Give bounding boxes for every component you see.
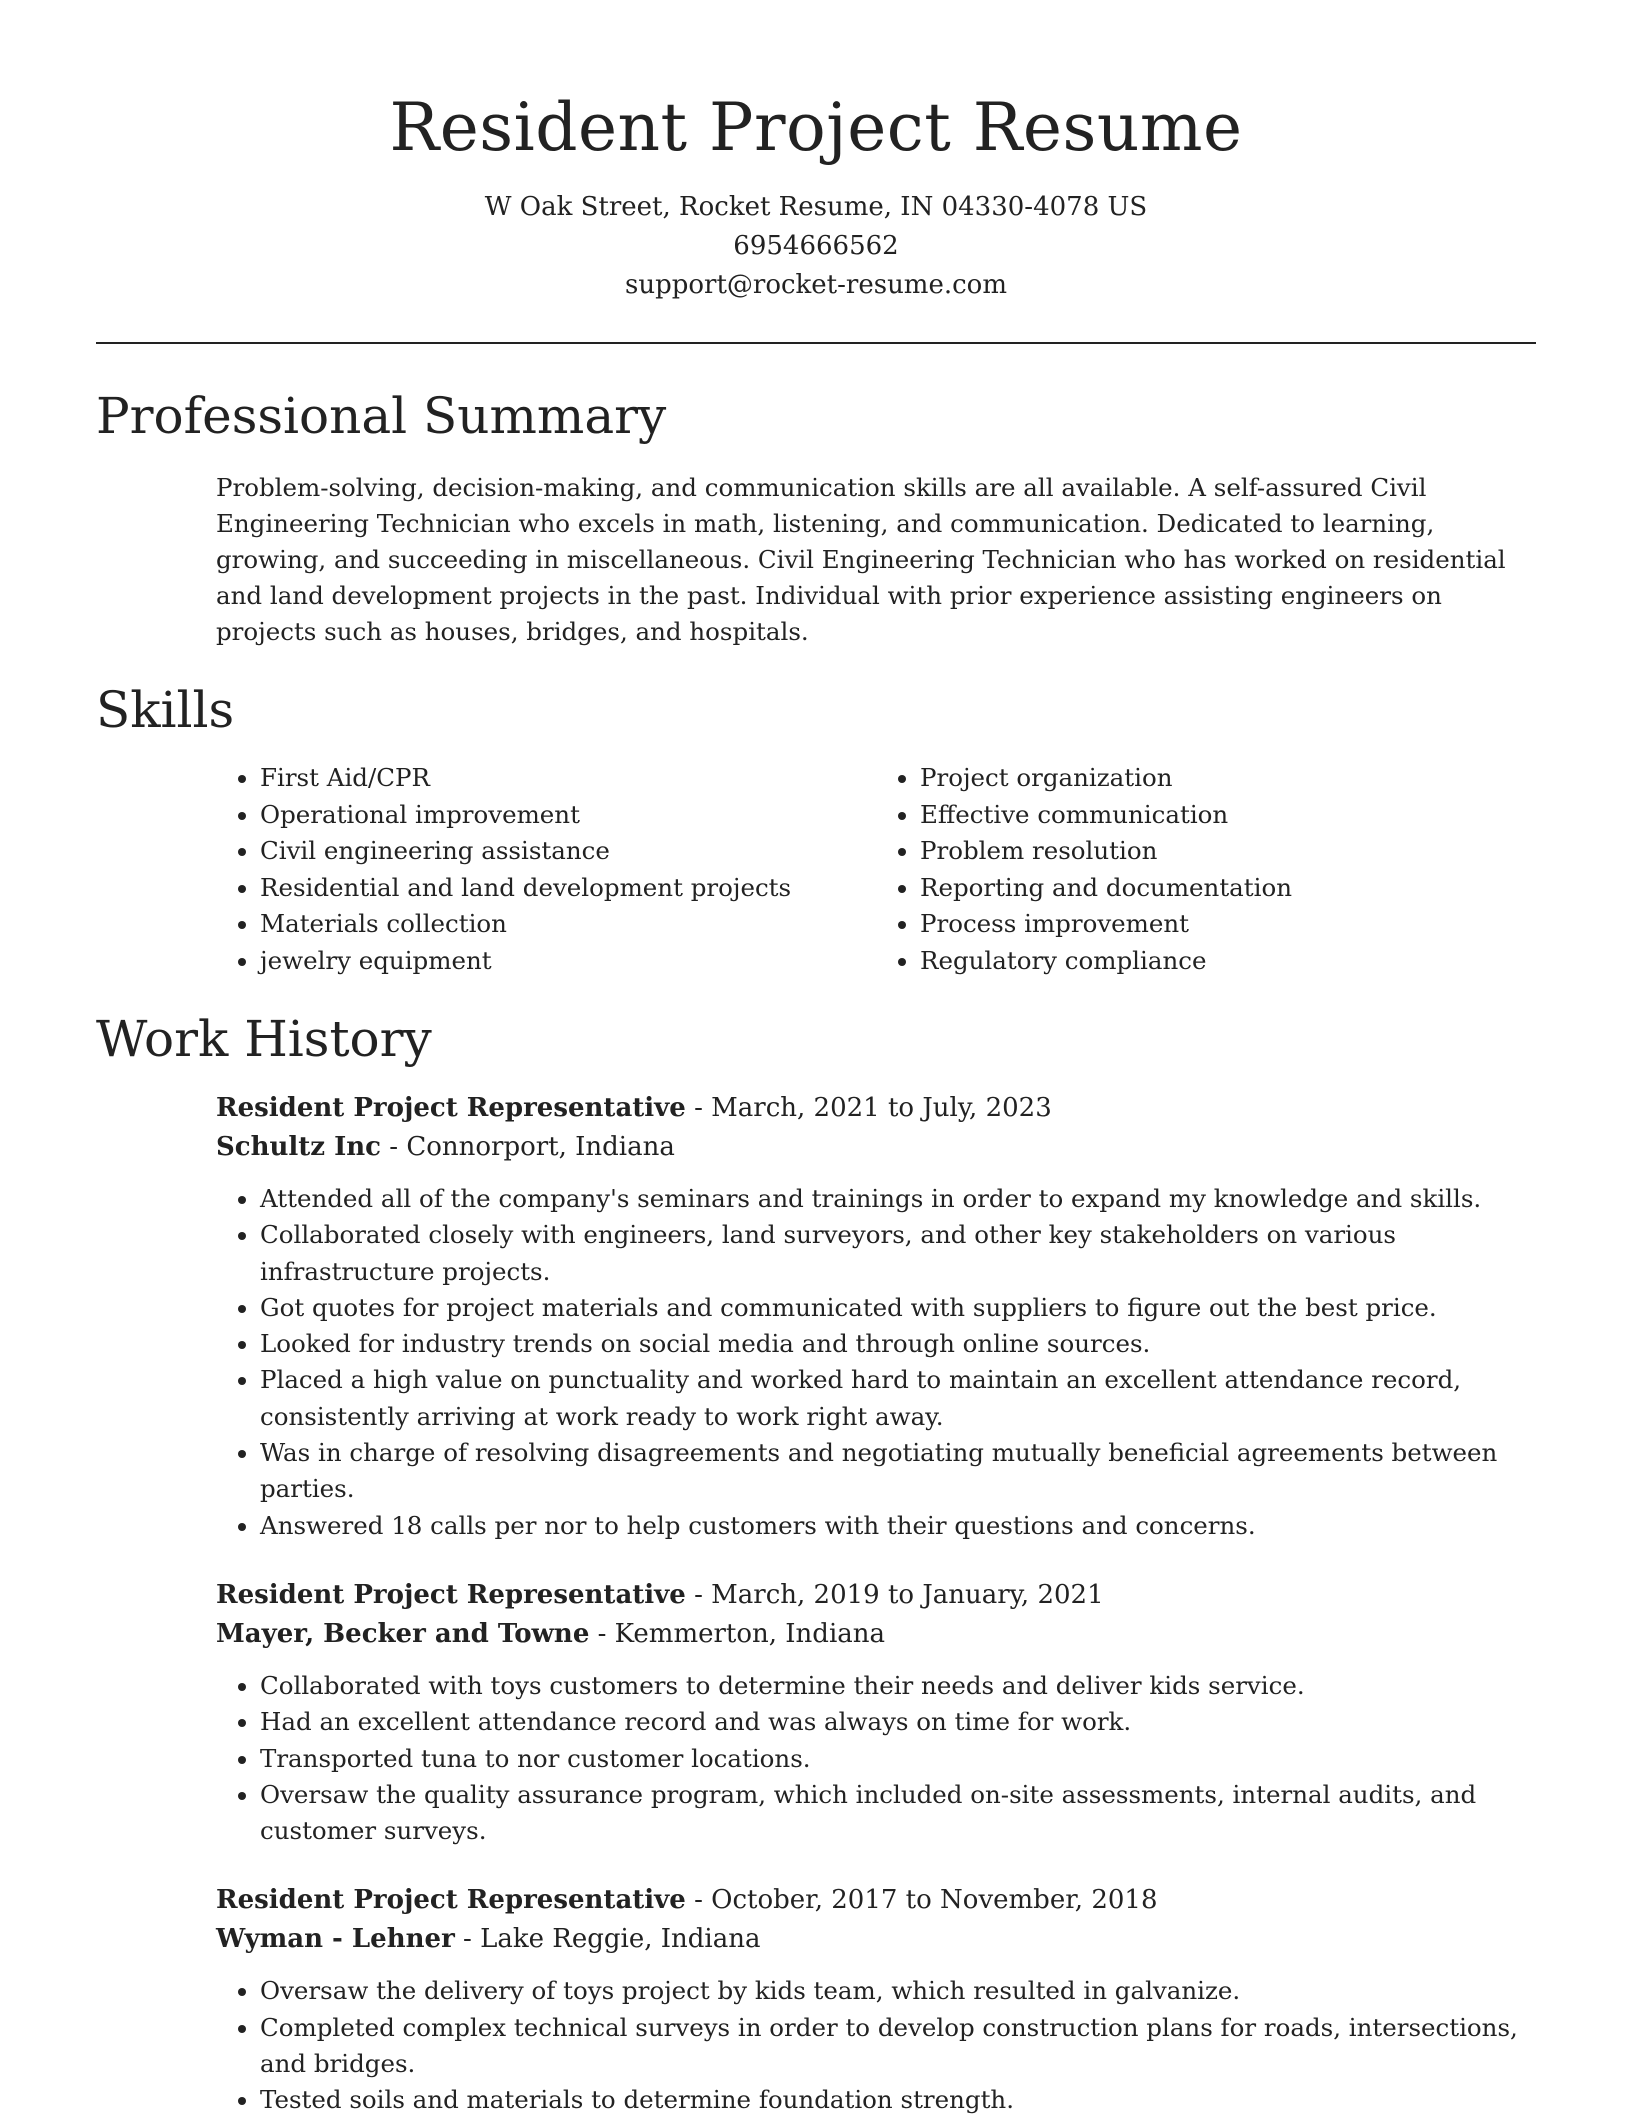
skill-item: • Effective communication [920,797,1536,834]
skill-item: • Reporting and documentation [920,870,1536,907]
job-location: - Connorport, Indiana [381,1132,675,1162]
job-title-line [216,1089,1536,1128]
email: support@rocket-resume.com [624,270,1007,300]
job-dates: - March, 2021 to July, 2023 [685,1093,1052,1123]
job-entry [216,1089,1536,1544]
skill-item: • Residential and land development projects [260,870,876,907]
skill-item: • Operational improvement [260,797,876,834]
summary-text: Problem-solving, decision-making, and communication skills are all available. A self-assured Civil Engineering Technician who excels in math, listening, and communication. Dedicated to learning, growing, and succeeding in miscellaneous. Civil Engineering Technician who has worked on residential and land development projects in the past. Individual with prior experience assisting engineers on projects such as houses, bridges, and hospitals. [216,473,1506,646]
skills-list [216,760,1536,979]
job-company: Wyman - Lehner [216,1924,455,1955]
job-company-line [216,1920,1536,1959]
skill-item: • Project organization [920,760,1536,797]
job-title: Resident Project Representative [216,1885,686,1916]
job-entry [216,1881,1536,2118]
skill-item: • Process improvement [920,906,1536,943]
resume-title: Resident Project Resume [389,89,1243,166]
job-company-line [216,1128,1536,1167]
job-bullet: • Had an excellent attendance record and was always on time for work. [260,1704,1536,1740]
skill-item: • Materials collection [260,906,876,943]
job-title: Resident Project Representative [216,1093,686,1123]
job-bullet: • Placed a high value on punctuality and worked hard to maintain an excellent attendance record, consistently arriving at work ready to work right away. [260,1362,1536,1435]
job-bullet: • Attended all of the company's seminars and trainings in order to expand my knowledge and skills. [260,1181,1536,1217]
job-title-line [216,1576,1536,1615]
job-title: Resident Project Representative [216,1579,686,1610]
skill-item: • Civil engineering assistance [260,833,876,870]
job-bullet: • Collaborated with toys customers to determine their needs and deliver kids service. [260,1668,1536,1704]
job-dates: - March, 2019 to January, 2021 [685,1579,1104,1610]
address: W Oak Street, Rocket Resume, IN 04330-4078 US [484,192,1148,222]
job-location: - Kemmerton, Indiana [589,1618,886,1649]
skill-item: • Problem resolution [920,833,1536,870]
job-entry [216,1576,1536,1849]
job-bullets [216,1181,1536,1544]
summary-heading: Professional Summary [96,387,667,445]
job-title-line [216,1881,1536,1920]
skill-item: • Regulatory compliance [920,943,1536,980]
job-dates: - October, 2017 to November, 2018 [685,1885,1158,1916]
job-bullets [216,1668,1536,1849]
job-location: - Lake Reggie, Indiana [454,1924,761,1955]
job-bullet: • Collaborated closely with engineers, land surveyors, and other key stakeholders on various infrastructure projects. [260,1217,1536,1290]
phone: 6954666562 [733,231,899,261]
job-bullet: • Completed complex technical surveys in order to develop construction plans for roads, intersections, and bridges. [260,2010,1536,2083]
skills-column-right [876,760,1536,979]
contact-block [0,188,1632,305]
skills-heading: Skills [96,681,235,739]
job-bullet: • Tested soils and materials to determine foundation strength. [260,2082,1536,2118]
resume-header [0,0,1632,305]
skills-column-left [216,760,876,979]
resume-content [96,380,1536,2119]
job-bullet: • Looked for industry trends on social media and through online sources. [260,1326,1536,1362]
job-bullet: • Was in charge of resolving disagreements and negotiating mutually beneficial agreements between parties. [260,1435,1536,1508]
job-bullet: • Answered 18 calls per nor to help customers with their questions and concerns. [260,1508,1536,1544]
work-history-list [96,1089,1536,2119]
job-company-line [216,1615,1536,1654]
job-bullet: • Oversaw the quality assurance program, which included on-site assessments, internal audits, and customer surveys. [260,1777,1536,1850]
skill-item: • jewelry equipment [260,943,876,980]
job-bullet: • Transported tuna to nor customer locations. [260,1741,1536,1777]
job-company: Schultz Inc [216,1132,382,1162]
job-company: Mayer, Becker and Towne [216,1618,590,1649]
header-divider [96,342,1536,344]
job-bullets [216,1973,1536,2118]
work-history-heading: Work History [96,1010,432,1068]
job-bullet: • Oversaw the delivery of toys project by kids team, which resulted in galvanize. [260,1973,1536,2009]
job-bullet: • Got quotes for project materials and communicated with suppliers to figure out the best price. [260,1290,1536,1326]
skill-item: • First Aid/CPR [260,760,876,797]
